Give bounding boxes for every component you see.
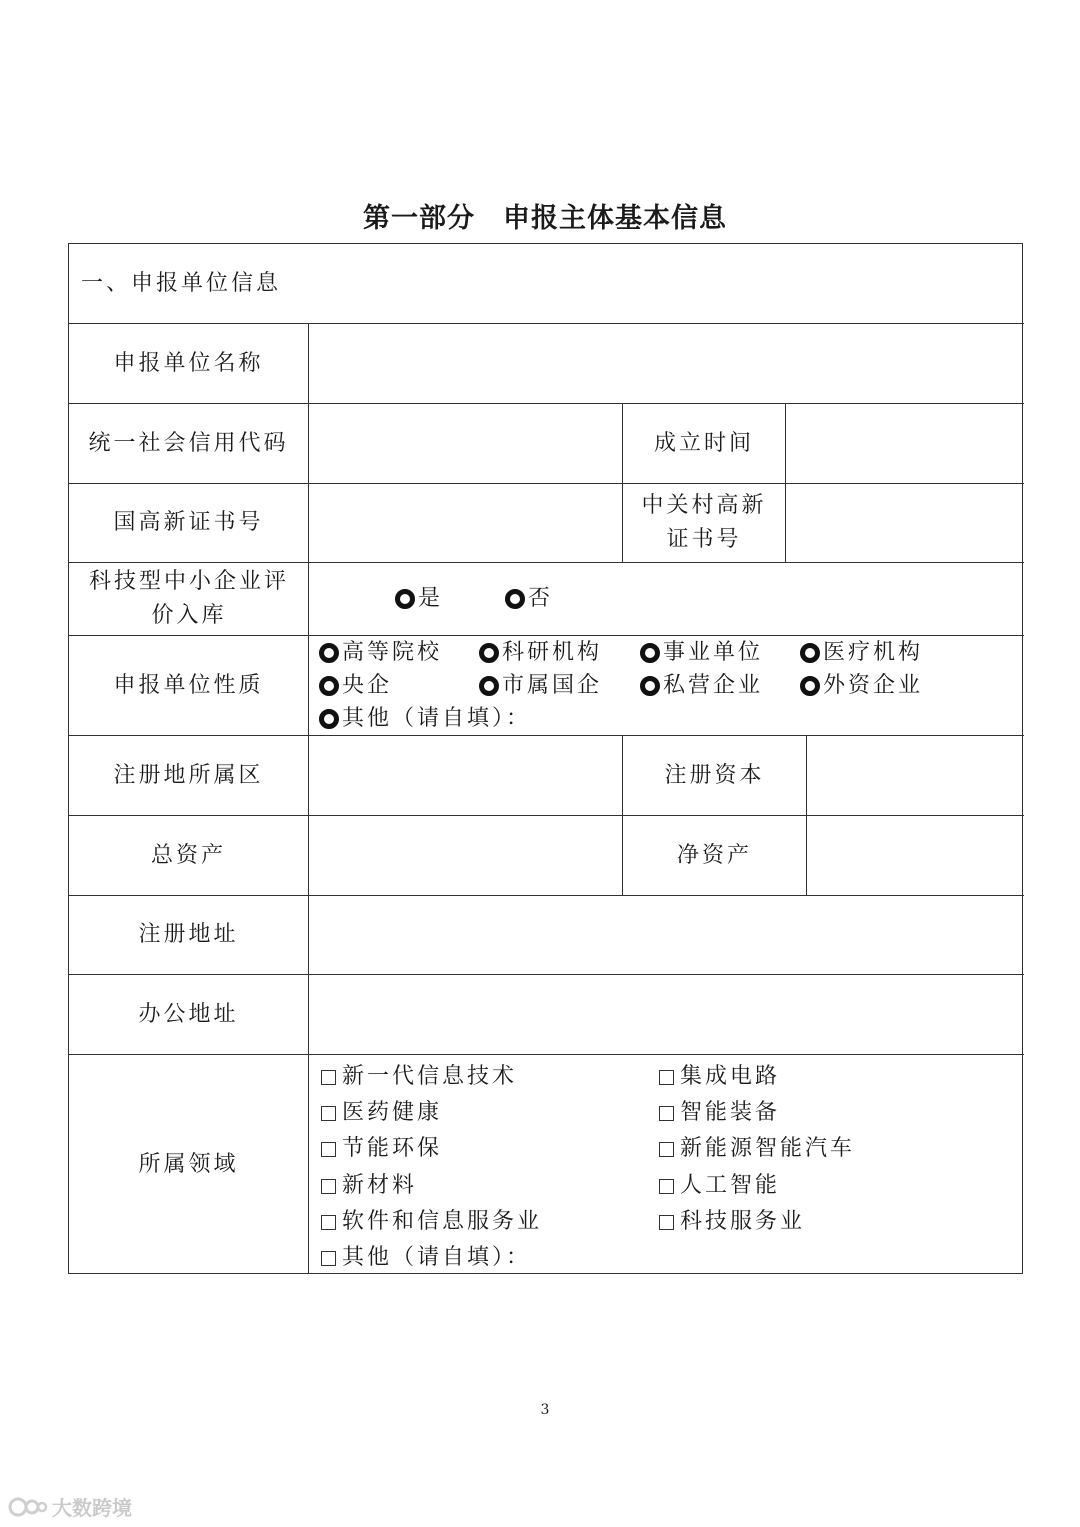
field-option-label: 医药健康 [342, 1100, 443, 1125]
radio-icon [395, 589, 415, 609]
checkbox-icon [659, 1179, 674, 1194]
reg-district-field[interactable] [309, 736, 622, 815]
reg-district-label: 注册地所属区 [113, 762, 264, 788]
watermark-logo-icon [8, 1494, 48, 1520]
reg-address-field[interactable] [309, 896, 1024, 974]
unit-name-label: 申报单位名称 [113, 350, 264, 376]
field-option-next-gen-it[interactable] [321, 1062, 517, 1092]
checkbox-icon [659, 1215, 674, 1230]
nature-option-central-soe[interactable] [319, 671, 392, 701]
checkbox-icon [659, 1142, 674, 1157]
radio-icon [479, 676, 499, 696]
field-option-label: 集成电路 [680, 1064, 781, 1089]
field-option-label: 软件和信息服务业 [342, 1209, 543, 1234]
checkbox-icon [321, 1179, 336, 1194]
office-address-label: 办公地址 [138, 1001, 239, 1027]
field-option-energy-saving[interactable] [321, 1134, 442, 1164]
established-label: 成立时间 [653, 430, 754, 456]
nature-option-research-institute[interactable] [479, 638, 602, 668]
nature-option-label: 私营企业 [663, 673, 764, 698]
field-option-ai[interactable] [659, 1171, 780, 1201]
radio-icon [319, 709, 339, 729]
sme-option-yes[interactable] [395, 584, 443, 614]
watermark [8, 1492, 132, 1521]
checkbox-icon [321, 1070, 336, 1085]
sme-option-no-label: 否 [528, 586, 554, 611]
total-assets-label: 总资产 [150, 842, 226, 868]
nature-option-foreign[interactable] [800, 671, 923, 701]
checkbox-icon [659, 1106, 674, 1121]
nature-option-label: 科研机构 [502, 640, 603, 665]
radio-icon [319, 643, 339, 663]
field-option-ic[interactable] [659, 1062, 780, 1092]
nature-option-label: 央企 [342, 673, 393, 698]
radio-icon [505, 589, 525, 609]
nature-option-label: 事业单位 [663, 640, 764, 665]
radio-icon [319, 676, 339, 696]
field-option-nev[interactable] [659, 1134, 855, 1164]
credit-code-field[interactable] [309, 404, 622, 483]
nature-option-other[interactable] [319, 704, 531, 734]
radio-icon [640, 643, 660, 663]
radio-icon [479, 643, 499, 663]
field-option-label: 其他（请自填）： [342, 1245, 532, 1270]
radio-icon [640, 676, 660, 696]
nature-option-label: 市属国企 [502, 673, 603, 698]
office-address-field[interactable] [309, 975, 1024, 1054]
zgc-hightech-cert-field[interactable] [786, 484, 1024, 562]
national-hightech-cert-field[interactable] [309, 484, 622, 562]
watermark-text: 大数跨境 [52, 1496, 132, 1520]
nature-option-medical[interactable] [800, 638, 923, 668]
credit-code-label: 统一社会信用代码 [88, 430, 289, 456]
reg-capital-field[interactable] [807, 736, 1024, 815]
field-option-label: 节能环保 [342, 1136, 443, 1161]
nature-option-private[interactable] [640, 671, 763, 701]
sme-option-no[interactable] [505, 584, 553, 614]
section-heading: 一、申报单位信息 [81, 271, 282, 296]
nature-option-label: 其他（请自填）： [342, 706, 532, 731]
field-option-software[interactable] [321, 1207, 542, 1237]
nature-option-label: 外资企业 [823, 673, 924, 698]
field-option-smart-equipment[interactable] [659, 1098, 780, 1128]
sme-option-yes-label: 是 [418, 586, 444, 611]
established-field[interactable] [786, 404, 1024, 483]
checkbox-icon [321, 1106, 336, 1121]
field-option-label: 新能源智能汽车 [680, 1136, 856, 1161]
zgc-hightech-cert-label: 中关村高新证书号 [641, 493, 767, 552]
field-label: 所属领域 [138, 1152, 239, 1177]
net-assets-field[interactable] [807, 816, 1024, 895]
sme-eval-label: 科技型中小企业评价入库 [88, 569, 289, 628]
application-form-table [68, 243, 1023, 1274]
nature-option-public-institution[interactable] [640, 638, 763, 668]
field-option-pharma[interactable] [321, 1098, 442, 1128]
page-number: 3 [540, 1402, 550, 1418]
field-option-label: 科技服务业 [680, 1209, 806, 1234]
unit-name-field[interactable] [309, 324, 1024, 403]
reg-address-label: 注册地址 [138, 922, 239, 947]
national-hightech-cert-label: 国高新证书号 [113, 510, 264, 535]
nature-option-university[interactable] [319, 638, 442, 668]
field-option-label: 智能装备 [680, 1100, 781, 1125]
checkbox-icon [321, 1142, 336, 1157]
nature-option-label: 医疗机构 [823, 640, 924, 665]
field-option-other[interactable] [321, 1243, 531, 1273]
total-assets-field[interactable] [309, 816, 622, 895]
checkbox-icon [659, 1070, 674, 1085]
field-option-label: 新一代信息技术 [342, 1064, 518, 1089]
radio-icon [800, 643, 820, 663]
nature-option-label: 高等院校 [342, 640, 443, 665]
field-option-tech-services[interactable] [659, 1207, 805, 1237]
field-option-label: 新材料 [342, 1173, 418, 1198]
reg-capital-label: 注册资本 [664, 762, 765, 788]
radio-icon [800, 676, 820, 696]
field-option-new-materials[interactable] [321, 1171, 417, 1201]
nature-option-municipal-soe[interactable] [479, 671, 602, 701]
page-title: 第一部分 申报主体基本信息 [363, 203, 727, 234]
unit-nature-label: 申报单位性质 [113, 672, 264, 698]
checkbox-icon [321, 1215, 336, 1230]
net-assets-label: 净资产 [676, 842, 752, 868]
field-option-label: 人工智能 [680, 1173, 781, 1198]
checkbox-icon [321, 1251, 336, 1266]
